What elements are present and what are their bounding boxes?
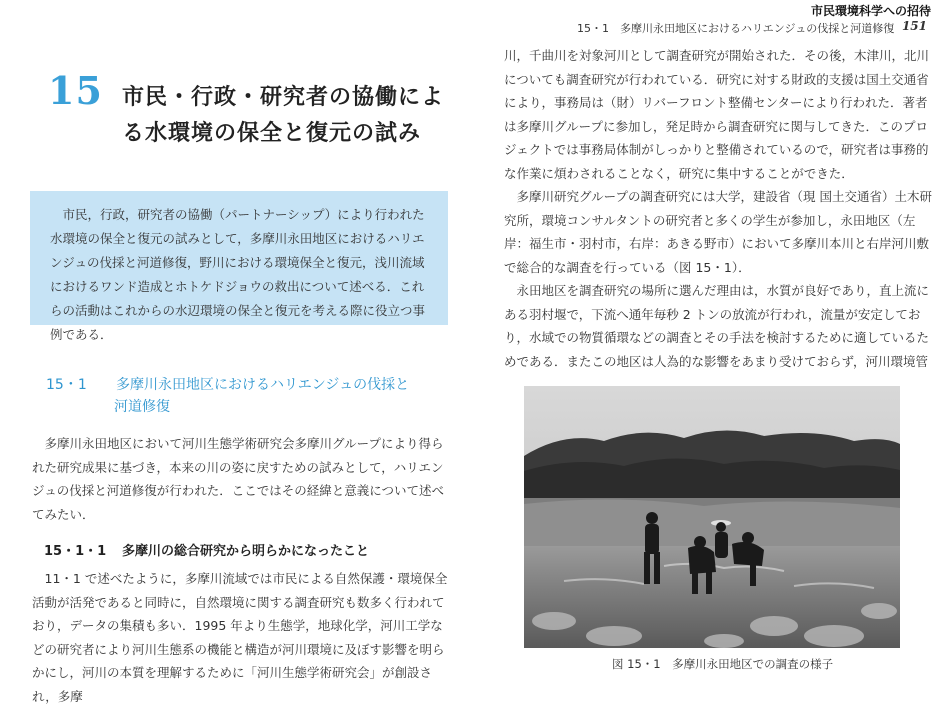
paragraph: 川，千曲川を対象河川として調査研究が開始された．その後，木津川，北川についても調査研究が行われている．研究に対する財政的支援は国土交通省により，事務局は（財）リバーフロント整備センターにより行われた．著者は多摩川グループに参加し，発足時から調査研究に関与してきた．このプロジェクトでは事務局体制がしっかりと整備されているので，研究者は事務的な作業に煩わされることなく，研究に集中することができた． [504, 48, 930, 181]
section-number: 15・1 [46, 377, 87, 393]
paragraph: 永田地区を調査研究の場所に選んだ理由は，水質が良好であり，直上流にある羽村堰で，下流へ通年毎秒 2 トンの放流が行われ，流量が安定しており，水域での物質循環などの調査とその手法を検討するために適しているためである．またこの地区は人為的な影響をあまり受けておらず，河川環境管 [504, 283, 930, 369]
chapter-title-line2: る水環境の保全と復元の試み [122, 121, 422, 146]
chapter-title-line1: 市民・行政・研究者の協働によ [122, 85, 445, 110]
chapter-title [122, 80, 462, 152]
subsection-paragraph: 11・1 で述べたように，多摩川流域では市民による自然保護・環境保全活動が活発であると同時に，自然環境に関する調査研究も数多く行われており，データの集積も多い．1995 年より生態学，地球化学，河川工学などの研究者により河川生態系の機能と構造が河川環境に及ぼす影響を明らかにし，河川の本質を理解するために「河川生態学術研究会」が創設され，多摩 [32, 571, 448, 704]
section-title-line2: 河道修復 [114, 399, 170, 415]
section-title-line1: 多摩川永田地区におけるハリエンジュの伐採と [116, 377, 410, 393]
running-head: 市民環境科学への招待 [810, 4, 931, 18]
figure-caption: 図 15・1 多摩川永田地区での調査の様子 [612, 657, 834, 671]
subsection-title: 多摩川の総合研究から明らかになったこと [122, 544, 370, 559]
page-header [577, 20, 927, 36]
header-section-title: 15・1 多摩川永田地区におけるハリエンジュの伐採と河道修復 [577, 22, 895, 35]
paragraph: 多摩川研究グループの調査研究には大学，建設省（現 国土交通省）土木研究所，環境コンサルタントの研究者と多くの学生が参加し，永田地区（左岸：福生市・羽村市，右岸：あきる野市）において多摩川本川と右岸河川敷で総合的な調査を行っている（図 15・1）． [504, 189, 932, 275]
section-heading [46, 374, 446, 418]
subsection-number: 15・1・1 [44, 544, 107, 559]
survey-photo [524, 386, 900, 648]
river-survey-photo-illustration [524, 386, 900, 648]
right-page [482, 0, 945, 685]
chapter-number: 15 [48, 68, 103, 113]
right-body-text [504, 44, 934, 373]
chapter-abstract: 市民，行政，研究者の協働（パートナーシップ）により行われた水環境の保全と復元の試みとして，多摩川永田地区におけるハリエンジュの伐採と河道修復，野川における環境保全と復元，浅川流域におけるワンド造成とホトケドジョウの救出について述べる．これらの活動はこれからの水辺環境の保全と復元を考える際に役立つ事例である． [30, 191, 448, 325]
section-paragraph: 多摩川永田地区において河川生態学術研究会多摩川グループにより得られた研究成果に基づき，本来の川の姿に戻すための試みとして，ハリエンジュの伐採と河道修復が行われた．ここではその経緯と意義について述べてみたい． [32, 436, 445, 522]
subsection-heading [44, 540, 454, 559]
page-number: 151 [901, 19, 927, 33]
